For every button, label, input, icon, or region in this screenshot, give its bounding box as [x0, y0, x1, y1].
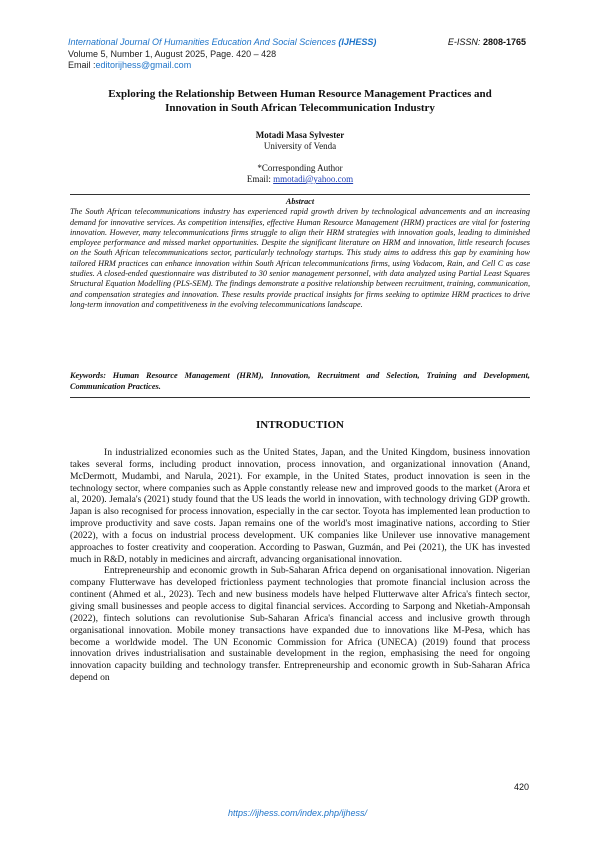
page-number: 420 [514, 782, 530, 792]
journal-header [68, 37, 528, 72]
journal-volume: Volume 5, Number 1, August 2025, Page. 420 – 428 [68, 48, 277, 59]
journal-email: Email :editorijhess@gmail.com [68, 60, 192, 70]
journal-issn: E-ISSN: 2808-1765 [447, 37, 526, 47]
author-email-line: Email: mmotadi@yahoo.com [246, 174, 354, 184]
abstract-top-rule [70, 194, 530, 195]
journal-email-link[interactable]: editorijhess@gmail.com [95, 60, 192, 70]
article-title: Exploring the Relationship Between Human Resource Management Practices and Innovation in South African Telecommunication Industry [108, 88, 492, 114]
journal-name: International Journal Of Humanities Education And Social Sciences (IJHESS) [68, 37, 377, 47]
author-block [70, 130, 530, 185]
corresponding-author: *Corresponding Author [257, 163, 343, 173]
keywords: Keywords: Human Resource Management (HRM), Innovation, Recruitment and Selection, Training and Development, Communication Practices. [70, 371, 530, 391]
author-name: Motadi Masa Sylvester [255, 130, 345, 140]
abstract-heading: Abstract [285, 197, 315, 206]
section-heading: INTRODUCTION [255, 419, 344, 431]
paragraph: Entrepreneurship and economic growth in Sub-Saharan Africa depend on organisational innovation. Nigerian company Flutterwave has developed frictionless payment technologies that promote financial inclusion across the continent (Ahmed et al., 2023). Tech and new business models have helped Flutterwave alter Africa's fintech sector, giving small businesses and people access to digital financial services. According to Sarpong and Nketiah-Amponsah (2022), fintech solutions can revolutionise Sub-Saharan Africa's financial access and inclusive growth through organisational innovation. Mobile money transactions have expanded due to innovations like M-Pesa, which has become a worldwide model. The UN Economic Commission for Africa (UNECA) (2019) found that process innovation drives industrialisation and sustainable development in the region, emphasising the need for ongoing innovation capacity building and technology transfer. Entrepreneurship and economic growth in Sub-Saharan Africa depend on [70, 565, 530, 684]
abstract-bottom-rule [70, 397, 530, 398]
body-text [70, 447, 530, 684]
footer-url[interactable]: https://ijhess.com/index.php/ijhess/ [227, 808, 368, 818]
abstract [70, 197, 530, 310]
author-email-link[interactable]: mmotadi@yahoo.com [273, 174, 354, 184]
author-affiliation: University of Venda [263, 141, 337, 151]
abstract-text: The South African telecommunications industry has experienced rapid growth driven by technological advancements and an increasing demand for innovative services. As competition intensifies, effective Human Resource Management (HRM) practices are vital for fostering innovation. However, many telecommunications firms struggle to align their HRM strategies with innovation goals, leading to diminished employee performance and missed market opportunities. Despite the significant literature on HRM and innovation, little research focuses on the South African telecommunications sector, particularly technology startups. This study aims to address this gap by examining how tailored HRM practices can enhance innovation within South African telecommunications firms, using Vodacom, Rain, and Cell C as case studies. A closed-ended questionnaire was distributed to 30 senior management personnel, with data analyzed using Partial Least Squares Structural Equation Modelling (PLS-SEM). The findings demonstrate a positive relationship between recruitment, training, communication, and compensation strategies and innovation. These results provide practical insights for firms seeking to optimize HRM practices to drive long-term innovation and competitiveness in the evolving telecommunications landscape. [70, 207, 530, 309]
paragraph: In industrialized economies such as the United States, Japan, and the United Kingdom, business innovation takes several forms, including product innovation, process innovation, and organizational innovation (Anand, McDermott, Mudambi, and Narula, 2021). For example, in the United States, product innovation is seen in the technology sector, where companies such as Apple constantly release new and improved goods to the market (Arora et al, 2020). Jemala's (2021) study found that the US leads the world in innovation, with technology driving GDP growth. Japan is also recognised for process innovation, especially in the car sector. Toyota has implemented lean production to improve productivity and save costs. Japan remains one of the world's most imaginative nations, according to Stier (2022), with a focus on industrial process development. UK companies like Unilever use innovative management approaches to foster creativity and cooperation. According to Paswan, Guzmán, and Pei (2021), the UK has invested much in R&D, notably in medicines and aircraft, advancing organisational innovation. [70, 447, 530, 565]
